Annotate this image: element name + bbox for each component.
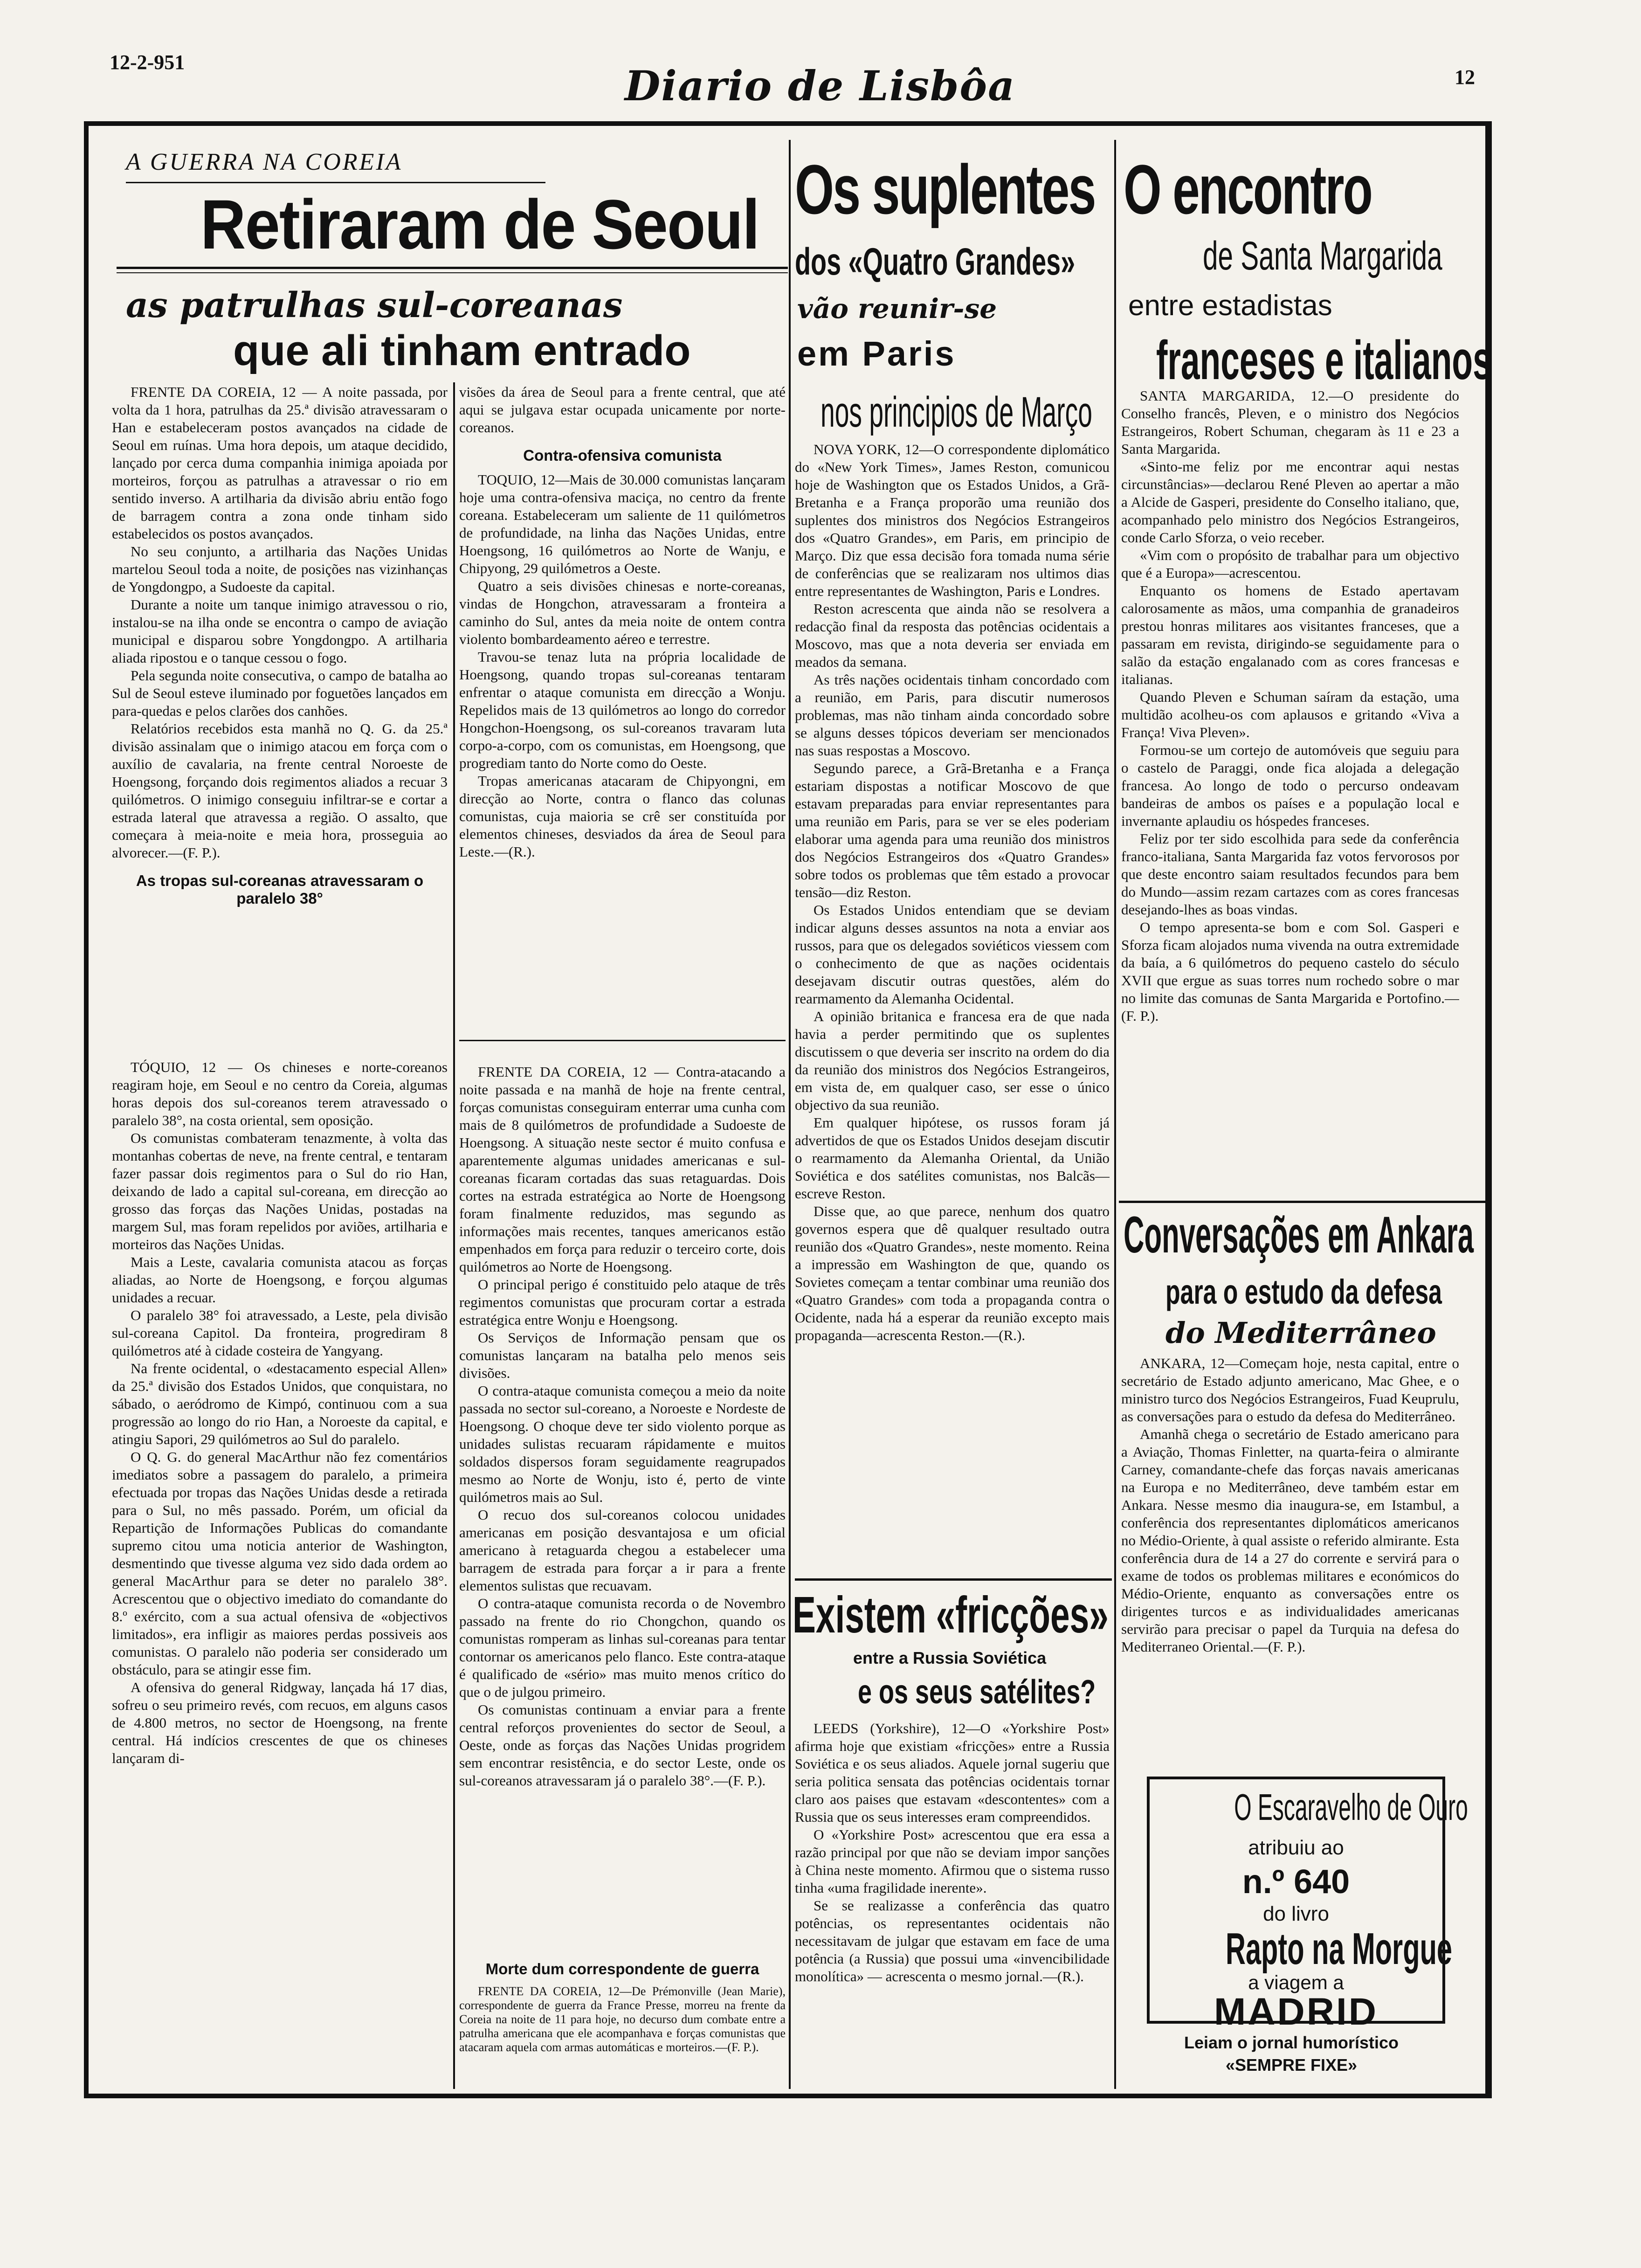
friccoes-paragraph: O «Yorkshire Post» acrescentou que era essa a razão principal por que não se deviam impor sanções à China neste momento. Afirmou que o sistema russo tinha «uma fragilidade inerente».: [795, 1826, 1110, 1896]
ankara-headline-3: do Mediterrâneo: [1165, 1316, 1436, 1350]
korea-paragraph: O contra-ataque comunista recorda o de Novembro passado na frente do rio Chongchon, quando os comunistas romperam as linhas sul-coreanas para tentar contornar os americanos pelo flanco. Este contra-ataque é qualificado de «sério» mas muito menos crítico do que o de julgou primeiro.: [459, 1595, 786, 1700]
ankara-paragraph: ANKARA, 12—Começam hoje, nesta capital, entre o secretário de Estado adjunto americano, Mac Ghee, e o ministro turco dos Negócios Estrangeiros, Fuad Keuprulu, as conversações para o estudo da defesa do Mediterrâneo.: [1121, 1355, 1459, 1424]
ankara-headline-1: Conversações em Ankara: [1124, 1206, 1474, 1264]
korea-column-2b: [459, 1063, 786, 1963]
korea-paragraph: Durante a noite um tanque inimigo atravessou o rio, instalou-se na ilha onde se encontra o campo de aviação municipal e disparou sobre Yongdongpo. A artilharia aliada ripostou e o tanque cessou o fogo.: [112, 596, 448, 666]
page-number: 12: [1455, 66, 1475, 89]
encontro-paragraph: O tempo apresenta-se bom e com Sol. Gasperi e Sforza ficam alojados numa vivenda na outra extremidade da baía, a 6 quilómetros do pequeno castelo do século XVII que ergue as suas torres num rochedo sobre o mar no limite das comunas de Santa Margarida e Portofino.—(F. P.).: [1121, 919, 1459, 1024]
encontro-headline-4: franceses e italianos: [1156, 330, 1492, 391]
friccoes-column: [795, 1720, 1110, 2093]
ad-line-6: a viagem a: [1248, 1971, 1344, 1993]
encontro-column: [1121, 387, 1459, 1194]
suplentes-paragraph: A opinião britanica e francesa era de que nada havia a perder permitindo que os suplentes discutissem o que deveria ser inscrito na ordem do dia da reunião dos ministros dos Negócios Estrangeiros, em vista de, em qualquer caso, ser esse o único objectivo da sua reunião.: [795, 1008, 1110, 1113]
column-rule-korea: [453, 382, 455, 2089]
headline-rule-thin: [117, 272, 788, 273]
suplentes-paragraph: Reston acrescenta que ainda não se resolvera a redacção final da resposta das potências ocidentais a Moscovo, mas que a nota deveria ser enviada em meados da semana.: [795, 601, 1110, 670]
encontro-paragraph: SANTA MARGARIDA, 12.—O presidente do Conselho francês, Pleven, e o ministro dos Negócios Estrangeiros, Robert Schuman, chegaram às 11 e 23 a Santa Margarida.: [1121, 387, 1459, 457]
korea-paragraph: TOQUIO, 12—Mais de 30.000 comunistas lançaram hoje uma contra-ofensiva maciça, no centro da frente coreana. Estabeleceram um saliente de 11 quilómetros de profundidade, na linha das Nações Unidas, entre Hoengsong, 16 quilómetros ao Norte de Wanju, e Chipyong, 29 quilómetros a Oeste.: [459, 471, 786, 576]
korea-paragraph: No seu conjunto, a artilharia das Nações Unidas martelou Seoul toda a noite, de posições nas vizinhanças de Yongdongpo, a Sudoeste da capital.: [112, 543, 448, 595]
kicker-underline: [126, 182, 545, 183]
column-rule-1: [789, 140, 791, 2089]
encontro-paragraph: Quando Pleven e Schuman saíram da estação, uma multidão acolheu-os com aplausos e gritando «Viva a França! Viva Pleven».: [1121, 689, 1459, 740]
korea-paragraph: Os Serviços de Informação pensam que os comunistas lançaram na batalha pelo menos seis divisões.: [459, 1329, 786, 1381]
ad-line-5-text: Rapto na Morgue: [1225, 1924, 1453, 1974]
suplentes-divider: [795, 1578, 1112, 1581]
korea-paragraph: Mais a Leste, cavalaria comunista atacou as forças aliadas, ao Norte de Hoengsong, e forçou algumas unidades a recuar.: [112, 1254, 448, 1306]
korea-column-1a: [112, 383, 448, 1036]
korea-paragraph: Tropas americanas atacaram de Chipyongni, em direcção ao Norte, contra o flanco das colunas comunistas, cuja maioria se crê ser constituída por elementos chineses, desviados da área de Seoul para Leste.—(R.).: [459, 773, 786, 860]
korea-column-2c: [459, 1958, 786, 2089]
korea-deck-1: as patrulhas sul-coreanas: [126, 285, 623, 325]
suplentes-paragraph: Disse que, ao que parece, nenhum dos quatro governos espera que dê qualquer resultado outra reunião dos «Quatro Grandes», neste momento. Reina a impressão em Washington de que, quando os Sovietes começam a tentar combinar uma reunião dos «Quatro Grandes» com toda a propaganda contra o Ocidente, nada há a esperar da reunião excepto mais propaganda—acrescenta Reston.—(R.).: [795, 1203, 1110, 1343]
korea-paragraph: TÓQUIO, 12 — Os chineses e norte-coreanos reagiram hoje, em Seoul e no centro da Coreia, algumas horas depois dos sul-coreanos terem atravessado o paralelo 38°, na costa oriental, sem oposição.: [112, 1059, 448, 1128]
encontro-divider: [1119, 1201, 1487, 1203]
friccoes-headline-3: e os seus satélites?: [858, 1673, 1096, 1711]
ankara-column: [1121, 1355, 1459, 1765]
korea-paragraph: visões da área de Seoul para a frente central, que até aqui se julgava estar ocupada unicamente por norte-coreanos.: [459, 384, 786, 436]
korea-paragraph: Quatro a seis divisões chinesas e norte-coreanas, vindas de Hongchon, atravessaram a fronteira a caminho do Sul, antes da meia noite de ontem contra violento bombardeamento aéreo e terrestre.: [459, 578, 786, 647]
suplentes-headline-3: vão reunir-se: [797, 293, 997, 325]
ad-line-7: MADRID: [1214, 1991, 1378, 2033]
encontro-paragraph: «Sinto-me feliz por me encontrar aqui nestas circunstâncias»—declarou René Pleven ao apertar a mão a Alcide de Gasperi, presidente do Conselho italiano, que, acompanhado pelo ministro dos Negócios Estrangeiros, conde Carlo Sforza, o veio receber.: [1121, 458, 1459, 546]
suplentes-paragraph: Os Estados Unidos entendiam que se deviam indicar alguns desses assuntos na nota a enviar aos russos, para que os delegados soviéticos viessem com o conhecimento de que as nações ocidentais desejavam discutir outras questões, além do rearmamento da Alemanha Ocidental.: [795, 902, 1110, 1007]
suplentes-column: [795, 441, 1110, 1578]
encontro-paragraph: Feliz por ter sido escolhida para sede da conferência franco-italiana, Santa Margarida faz votos fervorosos por que deste encontro saiam resultados fecundos para bem do Mundo—assim rezam cartazes com as cores francesas desejando-lhes as boas vindas.: [1121, 830, 1459, 918]
friccoes-paragraph: Se se realizasse a conferência das quatro potências, os representantes ocidentais não necessitavam de julgar que estavam em face de uma potência (a Russia) que possui uma «invencibilidade monolítica» — acrescenta o mesmo jornal.—(R.).: [795, 1897, 1110, 1984]
korea-paragraph: Relatórios recebidos esta manhã no Q. G. da 25.ª divisão assinalam que o inimigo atacou em força com o auxílio de cavalaria, na frente central Noroeste de Hoengsong, forçando dois regimentos aliados a recuar 3 quilómetros. O inimigo conseguiu infiltrar-se e cortar a estrada lateral que atravessa a região. O assalto, que começara à meia-noite e meia hora, prosseguia ao alvorecer.—(F. P.).: [112, 720, 448, 861]
korea-paragraph: Os comunistas combateram tenazmente, à volta das montanhas cobertas de neve, na frente central, e tentaram fazer passar dois regimentos para o Sul do rio Han, deixando de lado a capital sul-coreana, em direcção ao grosso das forças das Nações Unidas, postadas na margem Sul, mas foram repelidos por aviões, artilharia e morteiros das Nações Unidas.: [112, 1130, 448, 1252]
suplentes-paragraph: As três nações ocidentais tinham concordado com a reunião, em Paris, para discutir numerosos problemas, mas não tinham ainda concordado sobre se alguns desses tópicos deveriam ser mencionados nas suas respostas a Moscovo.: [795, 671, 1110, 759]
korea-paragraph: FRENTE DA COREIA, 12 — A noite passada, por volta da 1 hora, patrulhas da 25.ª divisão atravessaram o Han e estabeleceram postos avançados na cidade de Seoul em ruínas. Uma hora depois, um ataque decidido, lançado por cerca duma companhia inimiga apoiada por morteiros, forçou as patrulhas a atravessar o rio em sentido inverso. A artilharia da divisão abriu então fogo de barragem contra a zona onde tinham sido estabelecidos os postos avançados.: [112, 384, 448, 542]
korea-paragraph: FRENTE DA COREIA, 12—De Prémonville (Jean Marie), correspondente de guerra da France Presse, morreu na frente da Coreia na noite de 11 para hoje, no decurso dum combate entre a patrulha americana que ele acompanhava e forças comunistas que atacaram aquela com armas automáticas e morteiros.—(F. P.).: [459, 1984, 786, 2054]
korea-subhead-1: As tropas sul-coreanas atravessaram o paralelo 38°: [136, 872, 424, 907]
korea-paragraph: Na frente ocidental, o «destacamento especial Allen» da 25.ª divisão dos Estados Unidos, que conquistara, no sábado, o aeródromo de Kimpó, continuou com a sua progressão ao longo do rio Han, a Noroeste da capital, e atingiu Sapori, 29 quilómetros ao Sul do paralelo.: [112, 1360, 448, 1447]
friccoes-headline-1: Existem «fricções»: [793, 1586, 1109, 1644]
korea-paragraph: O principal perigo é constituido pelo ataque de três regimentos comunistas que procuram cortar a estrada estratégica entre Wonju e Hoengsong.: [459, 1276, 786, 1328]
suplentes-headline-5: nos principios de Março: [820, 388, 1092, 436]
suplentes-paragraph: Segundo parece, a Grã-Bretanha e a França estariam dispostas a notificar Moscovo de que estavam preparadas para enviar representantes para uma reunião em Paris, para se ver se eles poderiam elaborar uma agenda para uma reunião dos ministros dos Negócios Estrangeiros dos «Quatro Grandes» sobre todos os problemas que têm estado a provocar tensão—diz Reston.: [795, 760, 1110, 900]
korea-subhead-2: Contra-ofensiva comunista: [523, 447, 722, 464]
column-rule-2: [1114, 140, 1116, 2089]
headline-rule: [117, 267, 788, 269]
korea-paragraph: Travou-se tenaz luta na própria localidade de Hoengsong, quando tropas sul-coreanas tentaram enfrentar o ataque comunista em direcção a Wonju. Repelidos mais de 13 quilómetros ao longo do corredor Hongchon-Hoengsong, os sul-coreanos travaram luta corpo-a-corpo, com os comunistas, em Hoengsong, que progrediam tanto do Norte como do Oeste.: [459, 649, 786, 771]
encontro-headline-1: O encontro: [1124, 150, 1372, 228]
ad-line-1: [1156, 1786, 1468, 1829]
korea-paragraph: Pela segunda noite consecutiva, o campo de batalha ao Sul de Seoul esteve iluminado por foguetões lançados em para-quedas e pelos clarões dos canhões.: [112, 667, 448, 719]
issue-date: 12-2-951: [110, 51, 185, 74]
korea-paragraph: O recuo dos sul-coreanos colocou unidades americanas em posição desvantajosa e um oficial americano à retaguarda chegou a estabelecer uma barragem de estrada para forçar a ir para a frente elementos sulistas que recuavam.: [459, 1507, 786, 1594]
ad-line-3: n.º 640: [1242, 1863, 1350, 1901]
korea-divider: [459, 1040, 786, 1041]
encontro-paragraph: Enquanto os homens de Estado apertavam calorosamente as mãos, uma companhia de granadeiros prestou honras militares aos visitantes franceses, que a passaram em revista, dirigindo-se seguidamente para o salão da estação engalanado com as cores francesas e italianas.: [1121, 582, 1459, 687]
suplentes-paragraph: NOVA YORK, 12—O correspondente diplomático do «New York Times», James Reston, comunicou hoje de Washington que os Estados Unidos, a Grã-Bretanha e a França proporão uma reunião dos suplentes dos ministros dos Negócios Estrangeiros dos «Quatro Grandes», em Paris, em principio de Março. Diz que essa decisão fora tomada numa série de conferências que se realizaram nos ultimos dias entre representantes de Washington, Paris e Londres.: [795, 441, 1110, 599]
ad-footer-1: Leiam o jornal humorístico: [1184, 2033, 1399, 2052]
ad-line-5: [1156, 1923, 1453, 1975]
ad-footer-2: «SEMPRE FIXE»: [1225, 2055, 1358, 2074]
newspaper-title: Diario de Lisbôa: [625, 62, 1016, 110]
encontro-paragraph: «Vim com o propósito de trabalhar para um objectivo que é a Europa»—acrescentou.: [1121, 547, 1459, 581]
suplentes-headline-1: Os suplentes: [795, 150, 1095, 228]
friccoes-paragraph: LEEDS (Yorkshire), 12—O «Yorkshire Post» afirma hoje que existiam «fricções» entre a Russia Soviética e os seus aliados. Aquele jornal sugeriu que seria politica sensata das potências ocidentais tornar claro aos paises que estavam «descontentes» com a Russia que os seus interesses eram compreendidos.: [795, 1720, 1110, 1825]
korea-paragraph: Os comunistas continuam a enviar para a frente central reforços provenientes do sector de Seoul, a Oeste, onde as forças das Nações Unidas progridem sem encontrar resistência, e do sector Leste, onde os sul-coreanos atravessaram já o paralelo 38°.—(F. P.).: [459, 1701, 786, 1789]
korea-column-1b: [112, 1058, 448, 2089]
encontro-headline-2: de Santa Margarida: [1203, 234, 1442, 278]
korea-paragraph: O contra-ataque comunista começou a meio da noite passada no sector sul-coreano, a Noroeste e Nordeste de Hoengsong. O choque deve ter sido violento porque as unidades sulistas recuaram rápidamente e muitos soldados dispersos foram seguidamente reagrupados mesmo ao Norte de Wonju, isto é, perto de vinte quilómetros mais ao Sul.: [459, 1383, 786, 1505]
korea-headline: Retiraram de Seoul: [200, 185, 759, 263]
korea-subhead-3: Morte dum correspondente de guerra: [485, 1960, 759, 1978]
ankara-paragraph: Amanhã chega o secretário de Estado americano para a Aviação, Thomas Finletter, na quarta-feira o almirante Carney, comandante-chefe das forças navais americanas na Europa e no Mediterrâneo, deve também estar em Ankara. Nesse mesmo dia inaugura-se, em Istambul, a conferência dos representantes diplomáticos americanos no Médio-Oriente, à qual assiste o referido almirante. Esta conferência dura de 14 a 27 do corrente e servirá para o exame de todos os problemas militares e económicos do Médio-Oriente, enquanto as conversações entre os dirigentes turcos e as individualidades americanas servirão para precisar o papel da Turquia na defesa do Mediterraneo Oriental.—(F. P.).: [1121, 1426, 1459, 1655]
encontro-headline-3: entre estadistas: [1128, 290, 1332, 322]
ad-line-4: do livro: [1263, 1902, 1329, 1925]
korea-paragraph: O Q. G. do general MacArthur não fez comentários imediatos sobre a passagem do paralelo, a primeira efectuada por tropas das Nações Unidas desde a retirada para o Sul, no mês passado. Porém, um oficial da Repartição de Informações Publicas do comandante supremo citou uma noticia anterior de Washington, desmentindo que tivesse alguma vez sido dada ordem ao general MacArthur para se deter no paralelo 38°. Acrescentou que o objectivo imediato do comandante do 8.º exército, com a sua actual ofensiva de «objectivos limitados», era infligir as maiores perdas possiveis aos comunistas. O paralelo não poderia ser considerado um obstáculo, para se atingir esse fim.: [112, 1449, 448, 1678]
suplentes-headline-2: dos «Quatro Grandes»: [795, 241, 1076, 283]
korea-paragraph: FRENTE DA COREIA, 12 — Contra-atacando a noite passada e na manhã de hoje na frente central, forças comunistas conseguiram enterrar uma cunha com mais de 8 quilómetros de profundidade a Sudoeste de Hoengsong. A situação neste sector é muito confusa e aparentemente algumas unidades americanas e sul-coreanas ficaram cortadas das suas retaguardas. Dois cortes na estrada estratégica ao Norte de Hoengsong foram finalmente reduzidos, mas segundo as informações mais recentes, tanques americanos estão empenhados em força para reduzir o terceiro corte, dois quilómetros ao Norte de Hoengsong.: [459, 1064, 786, 1275]
ankara-headline-2: para o estudo da defesa: [1165, 1272, 1442, 1311]
korea-paragraph: A ofensiva do general Ridgway, lançada há 17 dias, sofreu o seu primeiro revés, com recuos, em alguns casos de 4.800 metros, no sector de Hoengsong, na frente central. Há indícios crescentes de que os chineses lançaram di-: [112, 1679, 448, 1766]
korea-paragraph: O paralelo 38° foi atravessado, a Leste, pela divisão sul-coreana Capitol. Da fronteira, progrediram 8 quilómetros até à cidade costeira de Yangyang.: [112, 1307, 448, 1359]
korea-deck-2: que ali tinham entrado: [233, 327, 691, 374]
suplentes-paragraph: Em qualquer hipótese, os russos foram já advertidos de que os Estados Unidos desejam discutir o rearmamento da Alemanha Oriental, da União Soviética e dos satélites comunistas, nos Balcãs—escreve Reston.: [795, 1114, 1110, 1202]
encontro-paragraph: Formou-se um cortejo de automóveis que seguiu para o castelo de Paraggi, onde fica alojada a delegação francesa. Ao longo de todo o percurso ondeavam bandeiras de ambos os países e a população local e invernante aplaudiu os hóspedes franceses.: [1121, 742, 1459, 829]
ad-line-1-text: O Escaravelho de Ouro: [1234, 1786, 1468, 1828]
suplentes-headline-4: em Paris: [797, 334, 956, 373]
friccoes-headline-2: entre a Russia Soviética: [853, 1648, 1047, 1667]
ad-line-2: atribuiu ao: [1248, 1836, 1344, 1859]
korea-kicker: A GUERRA NA COREIA: [126, 149, 403, 175]
